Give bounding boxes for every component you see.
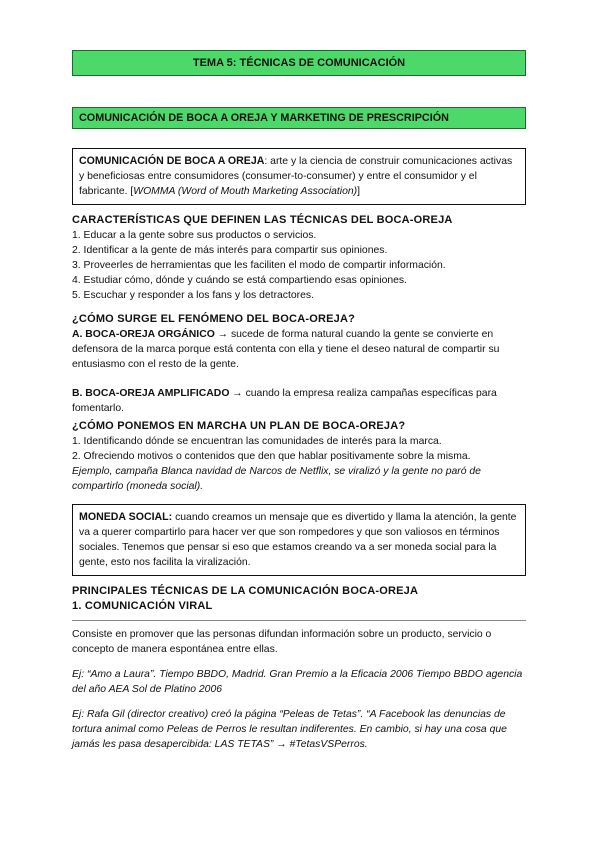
viral-section [72, 627, 527, 752]
list-item: 5. Escuchar y responder a los fans y los detractores. [72, 290, 314, 301]
viral-example-1: Ej: “Amo a Laura”. Tiempo BBDO, Madrid. Gran Premio a la Eficacia 2006 Tiempo BBDO agencia del año AEA Sol de Platino 2006 [72, 669, 523, 695]
page-title: TEMA 5: TÉCNICAS DE COMUNICACIÓN [72, 50, 526, 76]
list-item: 1. Educar a la gente sobre sus productos o servicios. [72, 230, 317, 241]
principales-section [72, 584, 532, 614]
characteristics-section [72, 213, 532, 303]
moneda-social-box [72, 504, 526, 576]
viral-example-2: Ej: Rafa Gil (director creativo) creó la página “Peleas de Tetas”. “A Facebook las denuncias de tortura animal como Peleas de Perros le resultan indiferentes. En cambio, si hay una cosa que jamás les pasa desapercibida: LAS TETAS” → #TetasVSPerros. [72, 709, 507, 750]
definition-source: WOMMA (Word of Mouth Marketing Association) [133, 186, 358, 197]
list-item: 2. Ofreciendo motivos o contenidos que den que hablar positivamente sobre la misma. [72, 451, 471, 462]
definition-text: : arte y la ciencia de construir comunicaciones activas y beneficiosas entre consumidores (consumer-to-consumer) y entre el consumidor y el fabricante. [ [79, 156, 513, 197]
list-item: 2. Identificar a la gente de más interés para compartir sus opiniones. [72, 245, 388, 256]
definition-term: COMUNICACIÓN DE BOCA A OREJA [79, 155, 265, 167]
divider [72, 620, 526, 621]
list-item: 1. Identificando dónde se encuentran las comunidades de interés para la marca. [72, 436, 442, 447]
characteristics-heading: CARACTERÍSTICAS QUE DEFINEN LAS TÉCNICAS DEL BOCA-OREJA [72, 214, 453, 226]
viral-subheading: 1. COMUNICACIÓN VIRAL [72, 600, 213, 612]
principales-heading: PRINCIPALES TÉCNICAS DE LA COMUNICACIÓN BOCA-OREJA [72, 585, 419, 597]
moneda-text: cuando creamos un mensaje que es divertido y llama la atención, la gente va a querer compartirlo para hacer ver que son rompedores y que son valiosos en términos sociales. Tenemos que pensar si eso que estamos creando va a ser moneda social para la gente, esto nos facilita la viralización. [79, 512, 517, 568]
amplified-paragraph [72, 386, 527, 416]
list-item: 4. Estudiar cómo, dónde y cuándo se está compartiendo esas opiniones. [72, 275, 408, 286]
moneda-term: MONEDA SOCIAL: [79, 511, 173, 523]
viral-text: Consiste en promover que las personas difundan información sobre un producto, servicio o concepto de manera espontánea entre ellas. [72, 629, 492, 655]
amplified-label: B. BOCA-OREJA AMPLIFICADO [72, 388, 230, 399]
plan-heading: ¿CÓMO PONEMOS EN MARCHA UN PLAN DE BOCA-OREJA? [72, 420, 406, 432]
list-item: 3. Proveerles de herramientas que les faciliten el modo de compartir información. [72, 260, 446, 271]
organic-paragraph [72, 327, 527, 372]
organic-label: A. BOCA-OREJA ORGÁNICO [72, 329, 215, 340]
section-title: COMUNICACIÓN DE BOCA A OREJA Y MARKETING DE PRESCRIPCIÓN [72, 107, 526, 129]
plan-example: Ejemplo, campaña Blanca navidad de Narcos de Netflix, se viralizó y la gente no paró de compartirlo (moneda social). [72, 466, 481, 492]
definition-box [72, 148, 526, 205]
organic-text: → sucede de forma natural cuando la gente se convierte en defensora de la marca porque está contenta con ella y tiene el deseo natural de compartir su entusiasmo con el resto de la gente. [72, 329, 500, 370]
plan-section [72, 419, 527, 494]
origin-heading: ¿CÓMO SURGE EL FENÓMENO DEL BOCA-OREJA? [72, 313, 356, 325]
origin-section [72, 312, 527, 416]
amplified-text: → cuando la empresa realiza campañas específicas para fomentarlo. [72, 388, 497, 414]
definition-close: ] [357, 186, 361, 197]
